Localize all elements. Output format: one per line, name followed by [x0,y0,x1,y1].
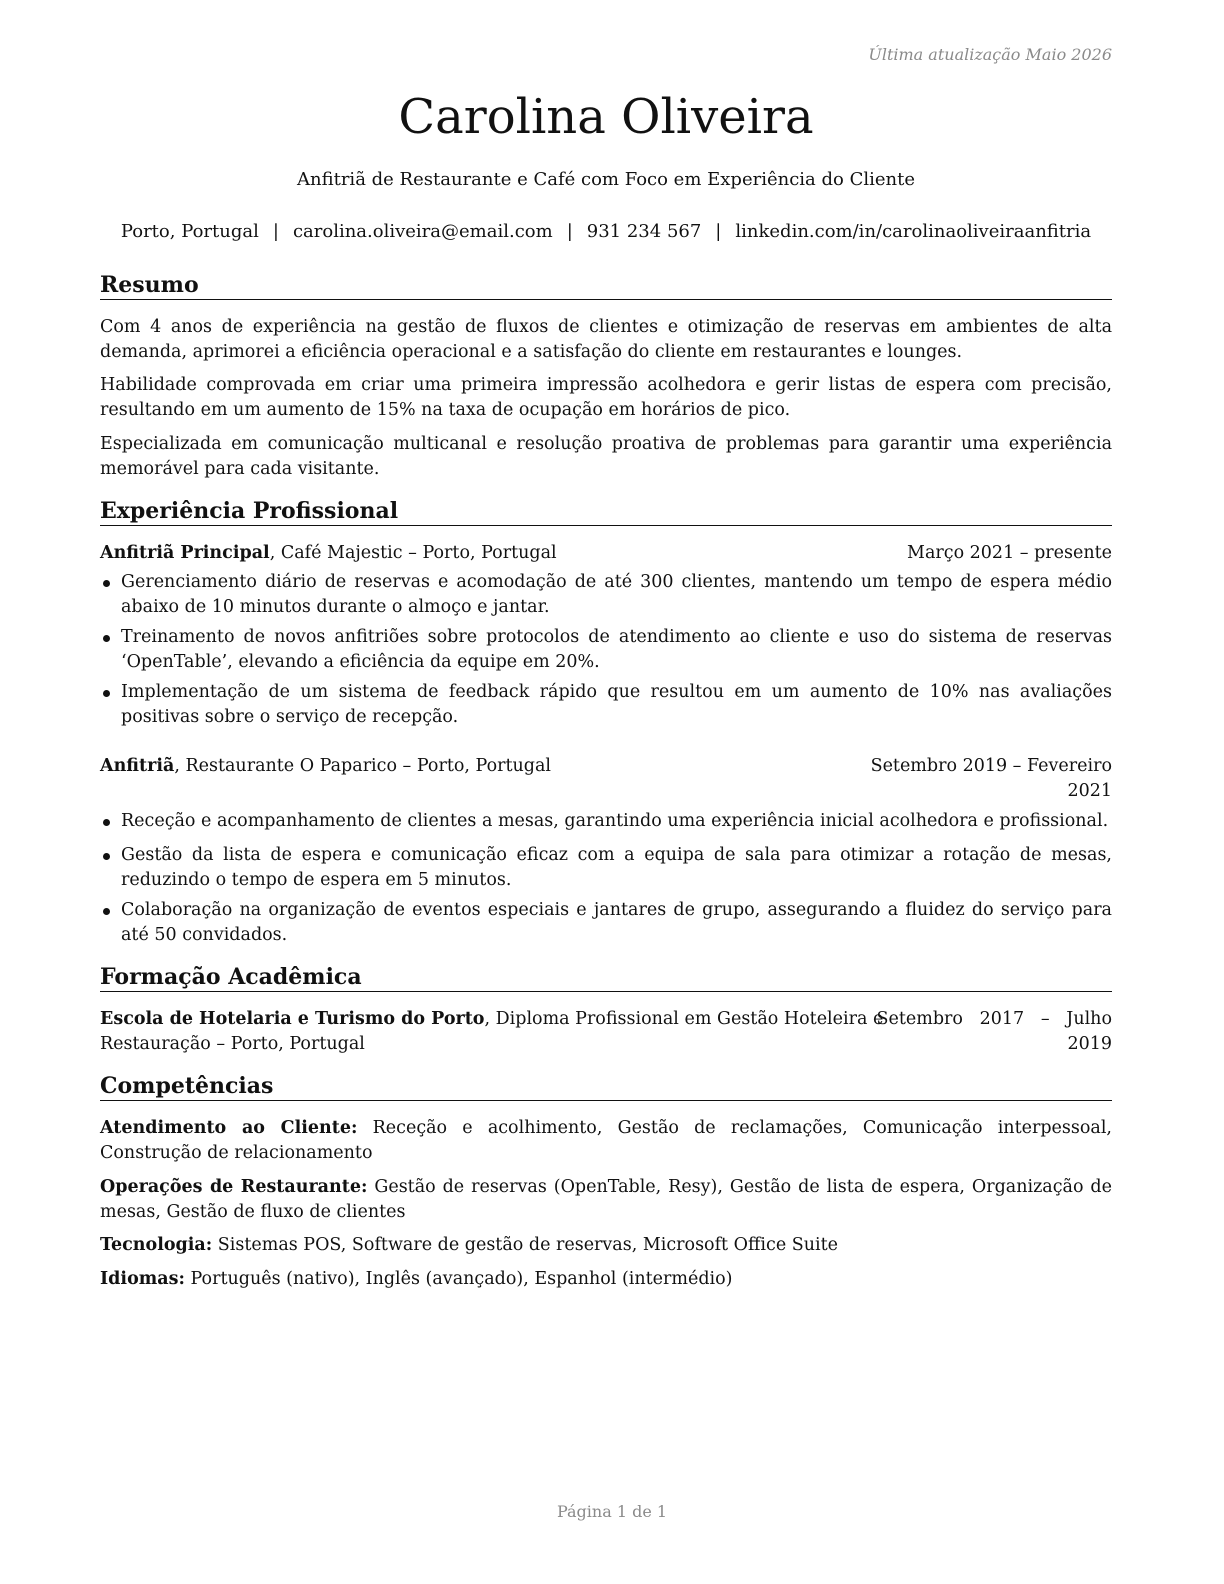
education-dates [877,1007,1112,1057]
bullet-text: Treinamento de novos anfitriões sobre protocolos de atendimento ao cliente e uso do sistema de reservas ‘OpenTable’, elevando a eficiência da equipe em 20%. [121,627,1112,672]
job-role: Anfitriã [100,756,175,776]
education-entry [100,1007,1112,1057]
skill-value: Sistemas POS, Software de gestão de reservas, Microsoft Office Suite [212,1235,838,1255]
skill-value: Gestão de reservas (OpenTable, Resy), Gestão de lista de espera, Organização de mesas, Gestão de fluxo de clientes [100,1177,1112,1222]
list-item [100,680,1112,730]
section-title-summary: Resumo [100,271,1112,300]
section-title-education: Formação Acadêmica [100,963,1112,992]
contact-linkedin[interactable]: linkedin.com/in/carolinaoliveiraanfitria [735,221,1092,242]
last-updated-note: Última atualização Maio 2026 [868,45,1112,64]
bullet-text: Receção e acompanhamento de clientes a mesas, garantindo uma experiência inicial acolhedora e profissional. [121,811,1109,831]
summary-paragraph: Habilidade comprovada em criar uma primeira impressão acolhedora e gerir listas de espera com precisão, resultando em um aumento de 15% na taxa de ocupação em horários de pico. [100,375,1112,420]
bullet-icon [103,690,110,697]
bullet-text: Gestão da lista de espera e comunicação eficaz com a equipa de sala para otimizar a rotação de mesas, reduzindo o tempo de espera em 5 minutos. [121,845,1112,890]
skill-value: Receção e acolhimento, Gestão de reclamações, Comunicação interpessoal, Construção de relacionamento [100,1118,1112,1163]
bullet-icon [103,635,110,642]
job-title-line [100,754,551,779]
section-title-skills: Competências [100,1072,1112,1101]
candidate-tagline: Anfitriã de Restaurante e Café com Foco em Experiência do Cliente [297,169,915,190]
list-item [100,570,1112,620]
contact-email[interactable]: carolina.oliveira@email.com [292,221,553,242]
education-degree: , Diploma Profissional em Gestão Hoteleira e [484,1009,884,1029]
contact-phone: 931 234 567 [586,221,702,242]
list-item [100,809,1112,834]
education-title [100,1007,883,1057]
bullet-icon [103,853,110,860]
summary-paragraph: Especializada em comunicação multicanal e resolução proativa de problemas para garantir uma experiência memorável para cada visitante. [100,434,1112,479]
bullet-text: Gerenciamento diário de reservas e acomodação de até 300 clientes, mantendo um tempo de espera médio abaixo de 10 minutos durante o almoço e jantar. [121,572,1112,617]
bullet-text: Colaboração na organização de eventos especiais e jantares de grupo, assegurando a fluidez do serviço para até 50 convidados. [121,900,1112,945]
job-bullet-list [100,809,1112,948]
skill-label: Idiomas: [100,1269,185,1289]
education-degree: Restauração – Porto, Portugal [100,1034,365,1054]
contact-location: Porto, Portugal [120,221,259,242]
job-bullet-list [100,570,1112,730]
skill-value: Português (nativo), Inglês (avançado), Espanhol (intermédio) [184,1269,733,1289]
contact-line [100,220,1112,244]
bullet-icon [103,580,110,587]
contact-separator: | [566,221,573,242]
job-role: Anfitriã Principal [100,543,270,563]
list-item [100,625,1112,675]
job-dates: Março 2021 – presente [907,543,1112,563]
skill-item [100,1233,1112,1258]
contact-separator: | [715,221,722,242]
bullet-icon [103,819,110,826]
skill-label: Operações de Restaurante: [100,1177,368,1197]
job-dates-line: 2021 [1067,781,1112,801]
section-title-experience: Experiência Profissional [100,497,1112,526]
bullet-icon [103,908,110,915]
page-number: Página 1 de 1 [556,1502,668,1521]
bullet-text: Implementação de um sistema de feedback rápido que resultou em um aumento de 10% nas avaliações positivas sobre o serviço de recepção. [121,682,1112,727]
job-header [100,754,1112,804]
job-dates-line: Setembro 2019 – Fevereiro [870,756,1112,776]
education-school: Escola de Hotelaria e Turismo do Porto [100,1009,485,1029]
skill-item [100,1116,1112,1166]
skill-item [100,1267,1112,1292]
skill-label: Tecnologia: [100,1235,213,1255]
job-header [100,541,1112,566]
candidate-name: Carolina Oliveira [398,89,814,145]
skill-item [100,1175,1112,1225]
contact-separator: | [272,221,279,242]
job-title-line [100,541,557,566]
list-item [100,843,1112,893]
job-place: , Restaurante O Paparico – Porto, Portugal [174,756,552,776]
job-place: , Café Majestic – Porto, Portugal [269,543,557,563]
education-dates-line: Setembro 2017 – Julho [876,1009,1112,1029]
education-dates-line: 2019 [1067,1034,1112,1054]
summary-paragraph: Com 4 anos de experiência na gestão de fluxos de clientes e otimização de reservas em ambientes de alta demanda, aprimorei a eficiência operacional e a satisfação do cliente em restaurantes e lounges. [100,317,1112,362]
skill-label: Atendimento ao Cliente: [100,1118,358,1138]
list-item [100,898,1112,948]
job-dates [871,754,1112,804]
